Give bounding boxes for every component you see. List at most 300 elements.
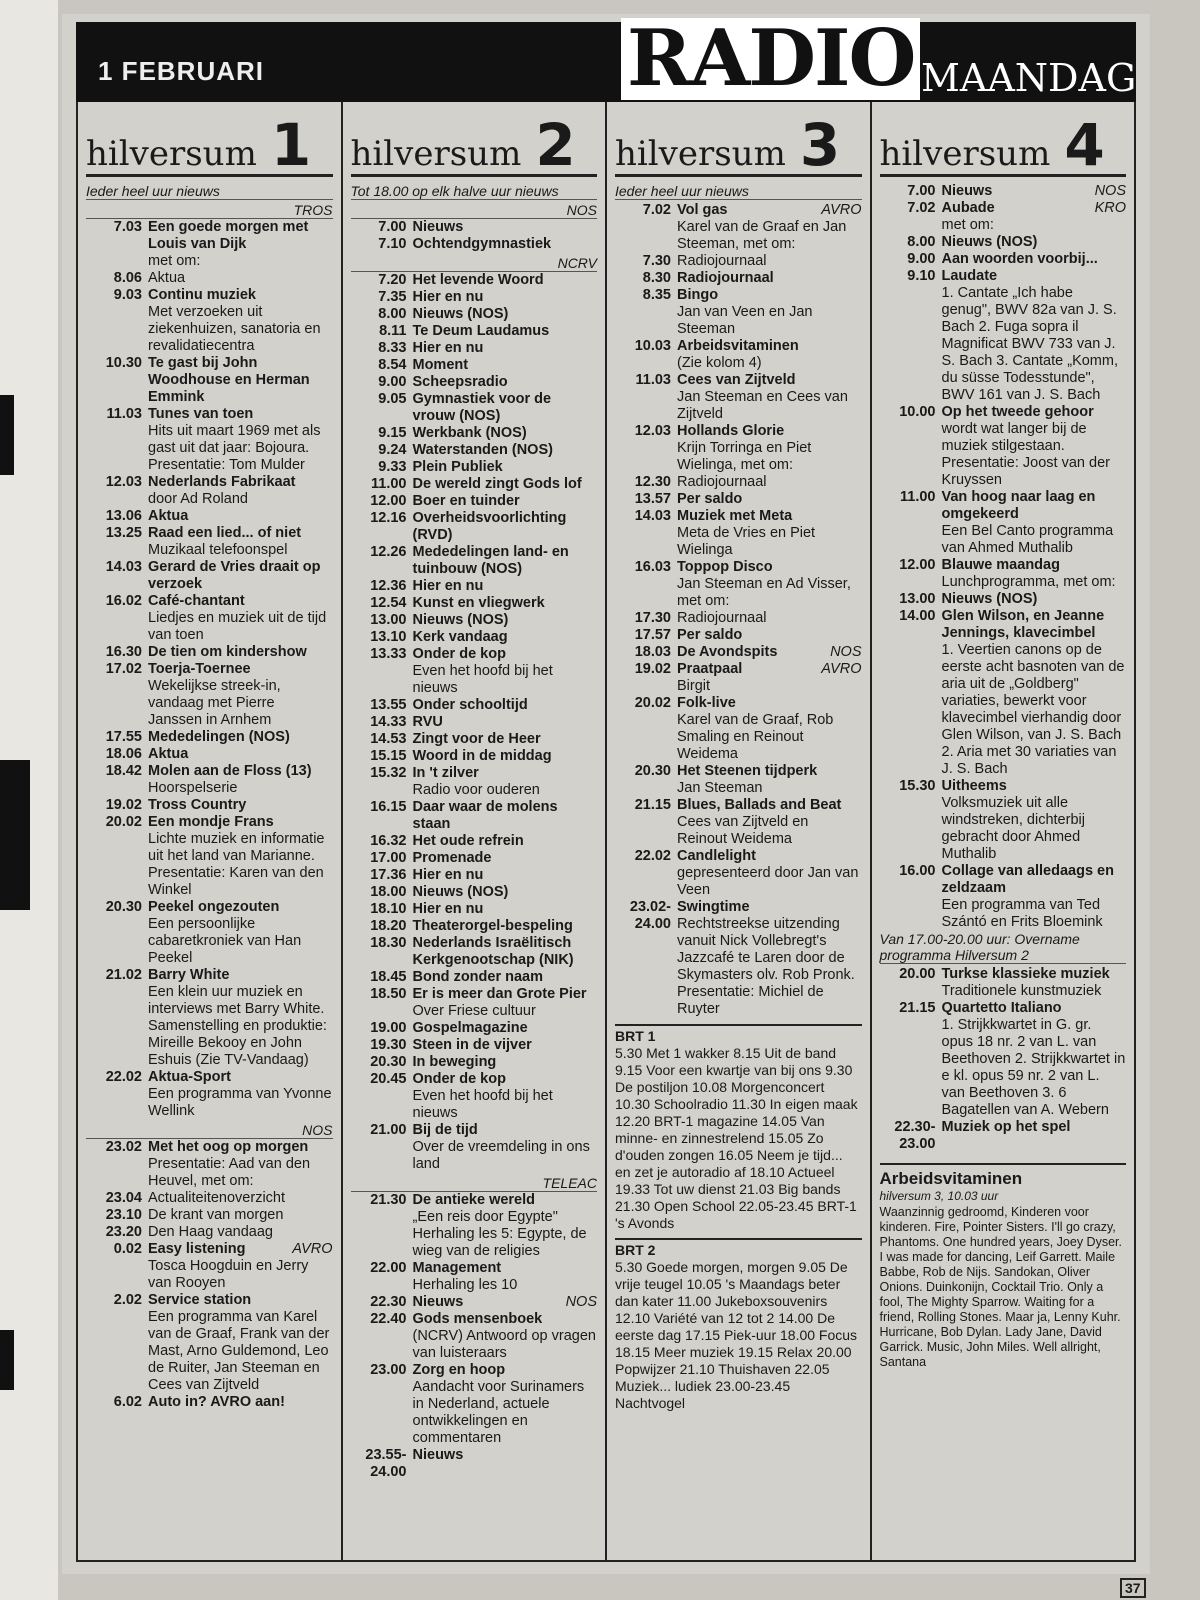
program-time: 21.00	[370, 1122, 407, 1138]
program-body	[413, 765, 598, 799]
program-entry	[351, 629, 598, 646]
program-title: Te Deum Laudamus	[412, 323, 550, 339]
program-title: Muziek op het spel	[941, 1119, 1071, 1135]
program-time: 19.02	[105, 797, 142, 813]
program-body	[413, 374, 598, 391]
program-title: Swingtime	[677, 899, 750, 915]
station-number: 1	[270, 111, 312, 179]
program-title: Gymnastiek voor de vrouw (NOS)	[412, 391, 552, 424]
program-body	[677, 644, 862, 661]
program-body	[677, 287, 862, 338]
program-description: Tosca Hoogduin en Jerry van Rooyen	[148, 1258, 309, 1291]
program-time: 2.02	[113, 1292, 142, 1308]
program-time: 12.26	[370, 544, 407, 560]
program-title: Praatpaal	[677, 661, 743, 677]
program-title: Aubade	[941, 200, 995, 216]
program-time: 7.30	[642, 253, 671, 269]
program-entry	[351, 357, 598, 374]
program-time: 19.00	[370, 1020, 407, 1036]
program-body	[413, 833, 598, 850]
program-title: Er is meer dan Grote Pier	[412, 986, 587, 1002]
playlist-subtitle: hilversum 3, 10.03 uur	[879, 1189, 999, 1203]
program-entry	[615, 270, 862, 287]
program-body	[413, 219, 598, 236]
program-title: RVU	[412, 714, 443, 730]
program-body	[677, 338, 862, 372]
program-time: 12.00	[370, 493, 407, 509]
broadcaster-label: NOS	[86, 1122, 333, 1139]
program-entry	[351, 1054, 598, 1071]
program-description: Over de vreemdeling in ons land	[412, 1139, 590, 1172]
program-time: 15.32	[370, 765, 407, 781]
program-title: Radiojournaal	[677, 270, 774, 286]
date-label: 1 FEBRUARI	[98, 56, 265, 86]
program-time: 9.24	[378, 442, 407, 458]
program-body	[413, 884, 598, 901]
program-title: Tunes van toen	[148, 406, 254, 422]
program-body	[148, 814, 333, 899]
program-description: „Een reis door Egypte" Herhaling les 5: Egypte, de wieg van de religies	[412, 1209, 587, 1259]
program-time: 13.55	[370, 697, 407, 713]
program-entry	[86, 729, 333, 746]
program-title: Nederlands Fabrikaat	[148, 474, 296, 490]
program-title: Woord in de middag	[412, 748, 552, 764]
program-title: Bond zonder naam	[412, 969, 544, 985]
program-time: 12.00	[899, 557, 936, 573]
radio-title: RADIO	[621, 18, 920, 100]
program-body	[677, 491, 862, 508]
program-body	[148, 219, 333, 270]
program-body	[148, 559, 333, 593]
program-description: Jan van Veen en Jan Steeman	[677, 304, 813, 337]
program-body	[413, 1020, 598, 1037]
playlist-title: Arbeidsvitaminen	[879, 1169, 1023, 1188]
program-time: 23.02-24.00	[629, 899, 671, 932]
program-time: 16.02	[105, 593, 142, 609]
program-body	[148, 1139, 333, 1190]
program-title: Folk-live	[677, 695, 736, 711]
program-time: 8.33	[378, 340, 407, 356]
program-time: 20.45	[370, 1071, 407, 1087]
program-entry	[351, 236, 598, 253]
program-title: Boer en tuinder	[412, 493, 520, 509]
program-time: 11.03	[106, 406, 142, 422]
program-entry	[615, 644, 862, 661]
program-title: Met het oog op morgen	[148, 1139, 309, 1155]
program-description: Over Friese cultuur	[412, 1003, 536, 1019]
program-description: Muzikaal telefoonspel	[148, 542, 288, 558]
program-entry	[880, 183, 1127, 200]
program-entry	[351, 918, 598, 935]
program-entry	[86, 1394, 333, 1411]
program-description: Wekelijkse streek-in, vandaag met Pierre Janssen in Arnhem	[148, 678, 281, 728]
program-entry	[880, 489, 1127, 557]
program-body	[148, 797, 333, 814]
program-title: Het oude refrein	[412, 833, 524, 849]
broadcaster-tag: AVRO	[821, 202, 862, 218]
program-time: 23.04	[105, 1190, 142, 1206]
program-entry	[351, 578, 598, 595]
program-body	[677, 610, 862, 627]
program-time: 16.03	[634, 559, 671, 575]
program-body	[677, 372, 862, 423]
program-time: 7.00	[907, 183, 936, 199]
brt-title: BRT 1	[615, 1028, 656, 1044]
program-entry	[351, 646, 598, 697]
broadcaster-tag: AVRO	[292, 1241, 333, 1257]
program-time: 0.02	[113, 1241, 142, 1257]
program-title: Nieuws	[412, 1294, 464, 1310]
program-body	[413, 595, 598, 612]
program-body	[677, 559, 862, 610]
program-time: 10.03	[634, 338, 671, 354]
program-time: 8.06	[113, 270, 142, 286]
program-time: 18.00	[370, 884, 407, 900]
program-body	[148, 967, 333, 1069]
program-title: Nieuws	[412, 219, 464, 235]
program-entry	[351, 697, 598, 714]
station-number: 3	[799, 111, 841, 179]
program-time: 20.30	[370, 1054, 407, 1070]
program-time: 17.36	[370, 867, 407, 883]
program-body	[413, 1260, 598, 1294]
program-entry	[615, 559, 862, 610]
program-time: 14.33	[370, 714, 407, 730]
program-entry	[351, 510, 598, 544]
program-time: 8.00	[907, 234, 936, 250]
program-title: Collage van alledaags en zeldzaam	[941, 863, 1114, 896]
program-time: 9.03	[113, 287, 142, 303]
program-entry	[351, 867, 598, 884]
program-time: 13.10	[370, 629, 407, 645]
program-title: Laudate	[941, 268, 998, 284]
program-title: Aktua	[148, 746, 189, 762]
program-time: 10.00	[899, 404, 936, 420]
program-entry	[351, 799, 598, 833]
program-title: Steen in de vijver	[412, 1037, 532, 1053]
program-title: Zingt voor de Heer	[412, 731, 541, 747]
program-title: Gerard de Vries draait op verzoek	[148, 559, 321, 592]
program-entry	[615, 202, 862, 253]
program-body	[942, 557, 1127, 591]
program-entry	[351, 833, 598, 850]
program-time: 11.00	[900, 489, 936, 505]
broadcaster-tag: NOS	[565, 1294, 597, 1310]
program-body	[413, 629, 598, 646]
program-time: 21.30	[370, 1192, 407, 1208]
program-time: 9.00	[907, 251, 936, 267]
program-entry	[86, 1139, 333, 1190]
program-description: wordt wat langer bij de muziek stilgestaan. Presentatie: Joost van der Kruyssen	[941, 421, 1110, 488]
station-header	[615, 102, 862, 177]
program-title: Candlelight	[677, 848, 756, 864]
program-body	[413, 1071, 598, 1122]
program-entry	[615, 763, 862, 797]
program-entry	[351, 1294, 598, 1311]
program-description: gepresenteerd door Jan van Veen	[677, 865, 859, 898]
program-body	[148, 525, 333, 559]
program-title: Aan woorden voorbij...	[941, 251, 1098, 267]
program-time: 18.06	[105, 746, 142, 762]
program-body	[413, 731, 598, 748]
program-entry	[351, 340, 598, 357]
program-title: Een mondje Frans	[148, 814, 274, 830]
program-body	[413, 901, 598, 918]
program-time: 13.00	[370, 612, 407, 628]
program-title: Op het tweede gehoor	[941, 404, 1094, 420]
program-description: Radiojournaal	[677, 610, 767, 626]
program-entry	[86, 406, 333, 474]
program-body	[677, 899, 862, 1018]
program-entry	[880, 1119, 1127, 1153]
program-title: Promenade	[412, 850, 492, 866]
program-title: Daar waar de molens staan	[412, 799, 558, 832]
program-description: Jan Steeman	[677, 780, 763, 796]
program-title: Hier en nu	[412, 867, 484, 883]
program-description: (NCRV) Antwoord op vragen van luisteraars	[412, 1328, 596, 1361]
program-description: Volksmuziek uit alle windstreken, dichterbij gebracht door Ahmed Muthalib	[941, 795, 1085, 862]
program-time: 8.00	[378, 306, 407, 322]
program-body	[413, 323, 598, 340]
program-body	[413, 357, 598, 374]
program-title: Het levende Woord	[412, 272, 544, 288]
program-entry	[351, 459, 598, 476]
program-entry	[615, 423, 862, 474]
program-entry	[351, 374, 598, 391]
program-entry	[615, 661, 862, 695]
program-time: 20.30	[634, 763, 671, 779]
program-description: (Zie kolom 4)	[677, 355, 762, 371]
station-name: hilversum	[350, 134, 522, 174]
overname-note: Van 17.00-20.00 uur: Overname programma Hilversum 2	[880, 931, 1127, 964]
program-time: 9.10	[907, 268, 936, 284]
program-title: Bingo	[677, 287, 719, 303]
program-body	[942, 200, 1127, 234]
program-description: Hits uit maart 1969 met als gast uit dat jaar: Bojoura. Presentatie: Tom Mulder	[148, 423, 321, 473]
program-time: 18.45	[370, 969, 407, 985]
program-entry	[351, 323, 598, 340]
program-body	[677, 661, 862, 695]
program-time: 8.30	[642, 270, 671, 286]
program-title: Ochtendgymnastiek	[412, 236, 552, 252]
program-title: Cees van Zijtveld	[677, 372, 796, 388]
program-time: 20.30	[105, 899, 142, 915]
program-body	[413, 1294, 598, 1311]
program-entry	[615, 338, 862, 372]
program-title: Nieuws (NOS)	[412, 612, 509, 628]
program-title: Te gast bij John Woodhouse en Herman Emmink	[148, 355, 310, 405]
program-body	[942, 251, 1127, 268]
brt1-section	[615, 1024, 862, 1232]
program-title: Aktua-Sport	[148, 1069, 231, 1085]
program-entry	[351, 731, 598, 748]
program-title: Mededelingen (NOS)	[148, 729, 290, 745]
program-entry	[351, 425, 598, 442]
program-body	[677, 202, 862, 253]
program-title: Het Steenen tijdperk	[677, 763, 818, 779]
program-time: 12.16	[370, 510, 407, 526]
program-entry	[351, 850, 598, 867]
program-title: Muziek met Meta	[677, 508, 793, 524]
brt-schedule: 5.30 Met 1 wakker 8.15 Uit de band 9.15 Voor een kwartje van bij ons 9.30 De postiljon 10.08 Morgenconcert 10.30 Schoolradio 11.30 In eigen maak 12.20 BRT-1 magazine 14.05 Van minne- en zinnestrelend 15.05 Zo d'ouden zongen 16.05 Neem je tijd... en zet je autoradio af 18.10 Actueel 19.33 Tot uw dienst 21.03 Big bands 21.30 Open School 22.05-23.45 BRT-1 's Avonds	[615, 1045, 858, 1231]
station-column-1	[78, 102, 343, 1560]
program-description: Radiojournaal	[677, 253, 767, 269]
program-time: 11.00	[371, 476, 407, 492]
program-time: 7.20	[378, 272, 407, 288]
program-title: Nederlands Israëlitisch Kerkgenootschap (NIK)	[412, 935, 574, 968]
program-time: 6.02	[113, 1394, 142, 1410]
program-entry	[615, 627, 862, 644]
program-entry	[615, 508, 862, 559]
program-time: 12.30	[634, 474, 671, 490]
program-body	[413, 1447, 598, 1481]
program-time: 22.40	[370, 1311, 407, 1327]
program-title: Nieuws	[941, 183, 993, 199]
station-number: 2	[535, 111, 576, 179]
program-body	[148, 746, 333, 763]
program-time: 12.03	[105, 474, 142, 490]
program-body	[413, 425, 598, 442]
program-time: 23.10	[105, 1207, 142, 1223]
program-body	[148, 593, 333, 644]
program-time: 15.30	[899, 778, 936, 794]
program-time: 14.53	[370, 731, 407, 747]
program-time: 15.15	[370, 748, 407, 764]
program-description: met om:	[941, 217, 994, 233]
program-time: 17.30	[634, 610, 671, 626]
program-title: Werkbank (NOS)	[412, 425, 527, 441]
program-time: 20.02	[105, 814, 142, 830]
program-entry	[351, 901, 598, 918]
program-body	[677, 763, 862, 797]
program-entry	[86, 593, 333, 644]
adjacent-page-edge	[0, 0, 58, 1600]
station-name: hilversum	[615, 134, 786, 174]
program-entry	[615, 695, 862, 763]
program-body	[677, 423, 862, 474]
program-body	[413, 459, 598, 476]
day-label: MAANDAG	[921, 56, 1137, 100]
program-entry	[615, 610, 862, 627]
program-body	[677, 695, 862, 763]
program-body	[413, 1362, 598, 1447]
program-body	[148, 270, 333, 287]
program-description: Traditionele kunstmuziek	[941, 983, 1102, 999]
program-body	[148, 474, 333, 508]
program-body	[942, 234, 1127, 251]
program-time: 18.50	[370, 986, 407, 1002]
program-time: 7.02	[907, 200, 936, 216]
program-entry	[86, 559, 333, 593]
program-description: Een programma van Yvonne Wellink	[148, 1086, 332, 1119]
program-description: Rechtstreekse uitzending vanuit Nick Vollebregt's Jazzcafé te Laren door de Skymasters olv. Rob Pronk. Presentatie: Michiel de Ruyter	[677, 916, 855, 1017]
program-title: In beweging	[412, 1054, 497, 1070]
program-title: Hier en nu	[412, 578, 484, 594]
program-title: De tien om kindershow	[148, 644, 307, 660]
program-title: Uitheems	[941, 778, 1007, 794]
program-time: 10.30	[105, 355, 142, 371]
program-description: Krijn Torringa en Piet Wielinga, met om:	[677, 440, 812, 473]
program-body	[942, 489, 1127, 557]
program-description: door Ad Roland	[148, 491, 248, 507]
program-title: Nieuws (NOS)	[412, 306, 509, 322]
program-time: 23.02	[105, 1139, 142, 1155]
program-title: Hier en nu	[412, 340, 484, 356]
program-entry	[880, 251, 1127, 268]
program-body	[413, 714, 598, 731]
program-body	[677, 474, 862, 491]
program-entry	[86, 525, 333, 559]
program-title: Quartetto Italiano	[941, 1000, 1062, 1016]
program-body	[413, 544, 598, 578]
program-entry	[351, 595, 598, 612]
program-time: 22.02	[105, 1069, 142, 1085]
program-entry	[86, 797, 333, 814]
program-entry	[86, 270, 333, 287]
program-description: Liedjes en muziek uit de tijd van toen	[148, 610, 327, 643]
program-title: Onder de kop	[412, 1071, 506, 1087]
program-title: Gods mensenboek	[412, 1311, 543, 1327]
program-title: Molen aan de Floss (13)	[148, 763, 312, 779]
program-entry	[351, 1192, 598, 1260]
program-body	[942, 268, 1127, 404]
program-time: 20.00	[899, 966, 936, 982]
program-entry	[86, 967, 333, 1069]
station-header	[351, 102, 598, 177]
program-entry	[615, 899, 862, 1018]
program-body	[677, 627, 862, 644]
program-body	[413, 1054, 598, 1071]
program-entry	[615, 372, 862, 423]
program-body	[148, 1224, 333, 1241]
program-time: 7.10	[378, 236, 407, 252]
program-title: Theaterorgel-bespeling	[412, 918, 573, 934]
program-body	[148, 1190, 333, 1207]
program-description: Lichte muziek en informatie uit het land van Marianne. Presentatie: Karen van den Winkel	[148, 831, 325, 898]
program-entry	[351, 935, 598, 969]
program-time: 12.03	[634, 423, 671, 439]
program-time: 17.55	[105, 729, 142, 745]
program-description: Lunchprogramma, met om:	[941, 574, 1116, 590]
program-body	[148, 763, 333, 797]
program-body	[413, 799, 598, 833]
program-entry	[86, 644, 333, 661]
program-entry	[880, 591, 1127, 608]
program-body	[942, 404, 1127, 489]
program-title: De wereld zingt Gods lof	[412, 476, 582, 492]
program-entry	[86, 1207, 333, 1224]
playlist-text: Waanzinnig gedroomd, Kinderen voor kinderen. Fire, Pointer Sisters. I'll go crazy, Phantoms. One hundred years, Joey Dyser. I was made for dancing, Leif Garrett. Maile Babbe, Rob de Nijs. Sandokan, Oliver Onions. Duinkonijn, Cocktail Trio. Only a fool, The Mighty Sparrow. Waiting for a friend, Rolling Stones. Maar ja, Lenny Kuhr. Hurricane, Bob Dylan. Lady Jane, David Garrick. Music, John Miles. Well allright, Santana	[879, 1205, 1122, 1369]
program-body	[413, 1122, 598, 1173]
program-time: 7.02	[642, 202, 671, 218]
program-entry	[86, 763, 333, 797]
program-title: Mededelingen land- en tuinbouw (NOS)	[412, 544, 569, 577]
program-title: Auto in? AVRO aan!	[148, 1394, 285, 1410]
program-time: 16.32	[370, 833, 407, 849]
program-description: Even het hoofd bij het nieuws	[412, 663, 553, 696]
program-entry	[880, 778, 1127, 863]
program-body	[413, 1311, 598, 1362]
program-description: 1. Strijkkwartet in G. gr. opus 18 nr. 2 van L. van Beethoven 2. Strijkkwartet in e kl. opus 59 nr. 2 van L. van Beethoven 3. 6 Bagatellen van A. Webern	[941, 1017, 1126, 1118]
program-time: 22.02	[634, 848, 671, 864]
program-body	[413, 272, 598, 289]
station-number: 4	[1064, 111, 1105, 179]
program-body	[413, 697, 598, 714]
program-time: 7.35	[378, 289, 407, 305]
program-title: Zorg en hoop	[412, 1362, 506, 1378]
program-entry	[351, 306, 598, 323]
program-time: 21.15	[634, 797, 671, 813]
